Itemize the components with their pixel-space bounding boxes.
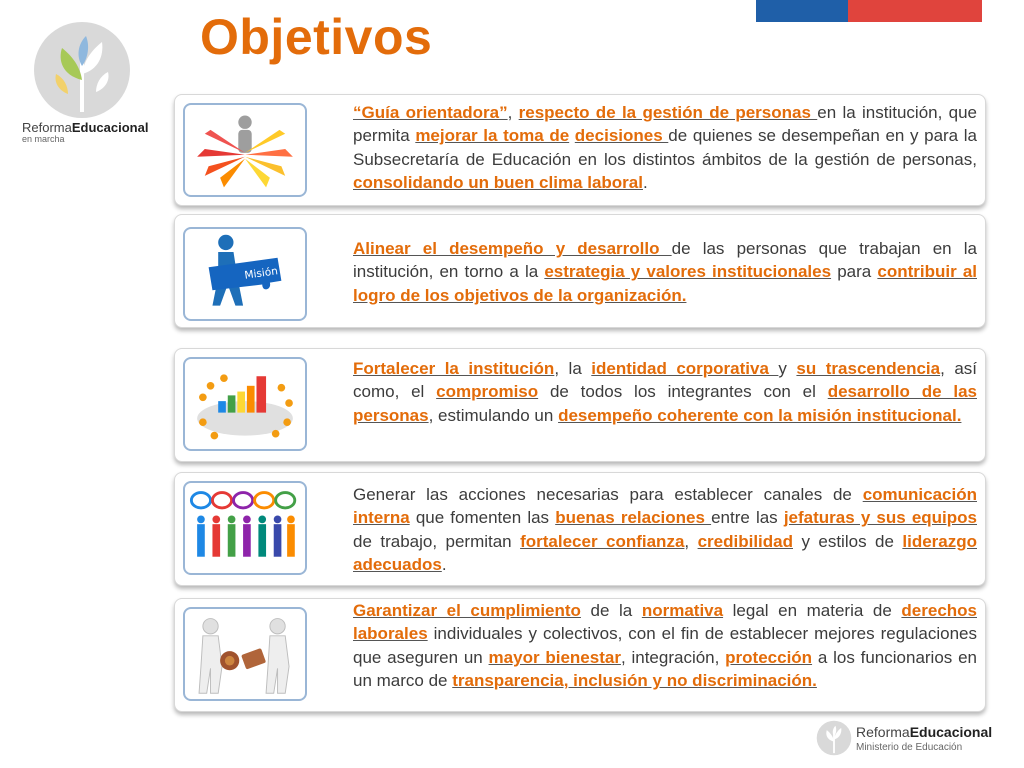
objective-text xyxy=(353,101,977,195)
text-segment: a los funcionarios en un marco de xyxy=(353,647,977,691)
highlighted-phrase: mayor bienestar xyxy=(488,647,621,667)
text-segment: . xyxy=(642,173,648,193)
highlighted-phrase: fortalecer confianza xyxy=(520,531,685,551)
objective-card-3 xyxy=(174,348,986,462)
text-segment: individuales y colectivos, con el fin de establecer mejores regulaciones que aseguren un xyxy=(353,624,977,667)
text-segment: , integración, xyxy=(620,647,726,667)
objective-card-1 xyxy=(174,94,986,206)
handshake-exchange-icon xyxy=(183,607,307,701)
highlighted-phrase: Fortalecer la institución xyxy=(353,359,555,378)
highlighted-phrase: su trascendencia xyxy=(796,359,941,378)
highlighted-phrase: normativa xyxy=(641,601,724,620)
reforma-educacional-logo xyxy=(18,20,153,160)
footer-logo-title: ReformaEducacional xyxy=(856,724,993,740)
text-segment: y xyxy=(778,359,797,378)
objective-text xyxy=(353,357,977,427)
highlighted-phrase: comunicación interna xyxy=(353,485,977,528)
text-segment: entre las xyxy=(711,508,784,528)
person-arrows-icon xyxy=(183,103,307,197)
highlighted-phrase: transparencia, inclusión y no discriminación. xyxy=(452,671,817,691)
highlighted-phrase: desarrollo de las personas xyxy=(353,382,977,425)
text-segment: , xyxy=(507,103,519,122)
text-segment: , la xyxy=(554,359,592,378)
logo-title: ReformaEducacional xyxy=(22,120,149,135)
text-segment: para xyxy=(831,262,878,282)
highlighted-phrase: decisiones xyxy=(574,126,669,146)
highlighted-phrase: buenas relaciones xyxy=(555,508,712,528)
text-segment: de la xyxy=(580,601,642,620)
highlighted-phrase: respecto de la gestión de personas xyxy=(518,103,818,122)
text-segment: y estilos de xyxy=(793,531,903,551)
mision-puzzle-icon xyxy=(183,227,307,321)
text-segment: legal en materia de xyxy=(723,601,902,620)
highlighted-phrase: derechos laborales xyxy=(353,601,977,644)
objective-text xyxy=(353,599,977,693)
text-segment: de quienes se desempeñan en y para la Subsecretaría de Educación en los distintos ámbitos de la gestión de personas, xyxy=(353,126,977,169)
highlighted-phrase: liderazgo adecuados xyxy=(353,531,977,575)
highlighted-phrase: Garantizar el cumplimiento xyxy=(353,601,581,620)
flag-red-stripe xyxy=(848,0,982,22)
objective-card-5 xyxy=(174,598,986,712)
text-segment: en la institución, que permita xyxy=(353,103,977,146)
highlighted-phrase: mejorar la toma de xyxy=(415,126,570,146)
people-speech-bubbles-icon xyxy=(183,481,307,575)
logo-subtitle: en marcha xyxy=(22,134,65,144)
text-segment: , así como, el xyxy=(353,359,977,402)
plant-logo-icon xyxy=(32,20,132,120)
text-segment: de todos los integrantes con el xyxy=(538,382,828,402)
highlighted-phrase: consolidando un buen clima laboral xyxy=(353,173,643,193)
plant-logo-icon xyxy=(816,720,852,756)
objective-text xyxy=(353,237,977,307)
highlighted-phrase: credibilidad xyxy=(697,531,793,551)
footer-logo-subtitle: Ministerio de Educación xyxy=(856,742,963,753)
page-title: Objetivos xyxy=(200,9,433,65)
svg-text:Misión: Misión xyxy=(243,265,279,282)
objective-card-2 xyxy=(174,214,986,328)
text-segment: , xyxy=(684,531,698,551)
text-segment: . xyxy=(441,555,447,575)
highlighted-phrase: compromiso xyxy=(436,382,539,402)
objective-text xyxy=(353,483,977,577)
highlighted-phrase: jefaturas y sus equipos xyxy=(783,508,977,528)
objective-card-4 xyxy=(174,472,986,586)
reforma-educacional-footer-logo xyxy=(816,716,996,760)
highlighted-phrase: contribuir al logro de los objetivos de la organización. xyxy=(353,262,977,305)
text-segment: de las personas que trabajan en la institución, en torno a la xyxy=(353,239,977,282)
text-segment: , estimulando un xyxy=(428,405,559,425)
highlighted-phrase: protección xyxy=(725,647,813,667)
highlighted-phrase: Alinear el desempeño y desarrollo xyxy=(353,239,672,258)
highlighted-phrase: “Guía orientadora” xyxy=(353,103,508,122)
highlighted-phrase: identidad corporativa xyxy=(591,359,779,378)
highlighted-phrase: estrategia y valores institucionales xyxy=(544,262,832,282)
text-segment: que fomenten las xyxy=(409,508,556,528)
flag-blue-stripe xyxy=(756,0,848,22)
flag-bar xyxy=(756,0,982,22)
text-segment: de trabajo, permitan xyxy=(353,531,521,551)
highlighted-phrase: desempeño coherente con la misión institucional. xyxy=(558,405,962,425)
text-segment: Generar las acciones necesarias para establecer canales de xyxy=(353,485,863,504)
team-bar-chart-icon xyxy=(183,357,307,451)
